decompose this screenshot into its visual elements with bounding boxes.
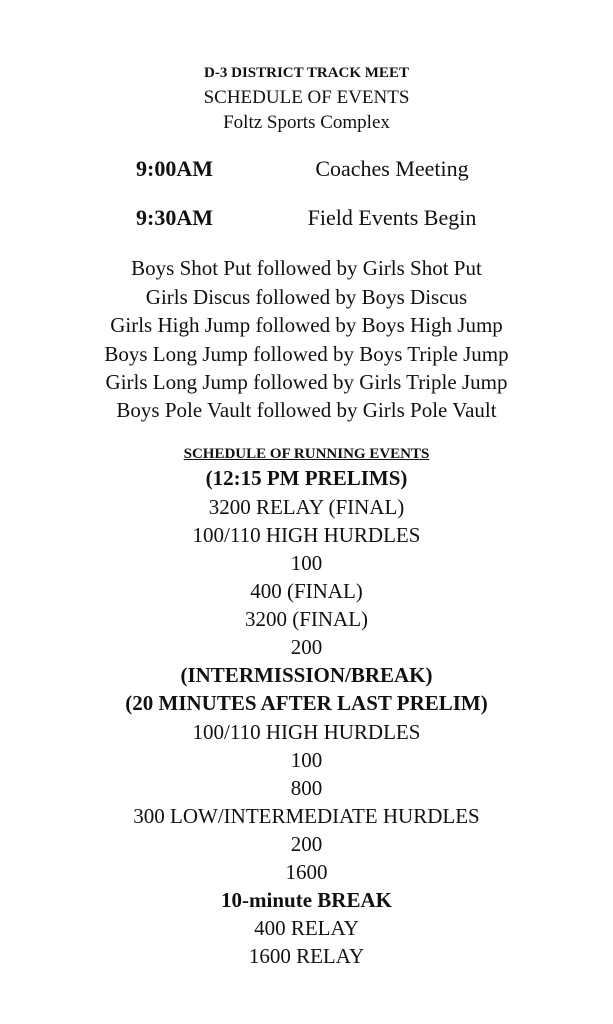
prelim-event: 3200 RELAY (FINAL): [208, 495, 405, 519]
time-event: Field Events Begin: [307, 205, 477, 230]
prelims-label: (12:15 PM PRELIMS): [205, 466, 408, 490]
time-event: Coaches Meeting: [315, 156, 469, 181]
prelim-event: 400 (FINAL): [250, 579, 363, 603]
venue-name: Foltz Sports Complex: [223, 112, 390, 133]
final-event: 800: [290, 776, 323, 800]
field-event-line: Boys Long Jump followed by Boys Triple Jump: [104, 342, 509, 366]
meet-title: D-3 DISTRICT TRACK MEET: [204, 65, 409, 81]
field-event-line: Girls Discus followed by Boys Discus: [145, 285, 468, 309]
relay-event: 1600 RELAY: [248, 944, 365, 968]
running-events-heading: SCHEDULE OF RUNNING EVENTS: [183, 446, 430, 462]
prelim-event: 3200 (FINAL): [244, 607, 369, 631]
final-event: 200: [290, 832, 323, 856]
break-label: 10-minute BREAK: [221, 888, 392, 912]
final-event: 100: [290, 748, 323, 772]
prelim-event: 100: [290, 551, 323, 575]
prelim-event: 100/110 HIGH HURDLES: [192, 523, 421, 547]
intermission-note: (20 MINUTES AFTER LAST PRELIM): [125, 691, 488, 715]
relay-event: 400 RELAY: [254, 916, 359, 940]
final-event: 1600: [285, 860, 328, 884]
field-event-line: Boys Pole Vault followed by Girls Pole Vault: [116, 398, 497, 422]
field-event-line: Girls High Jump followed by Boys High Jump: [110, 313, 503, 337]
final-event: 300 LOW/INTERMEDIATE HURDLES: [133, 804, 480, 828]
prelim-event: 200: [290, 635, 323, 659]
final-event: 100/110 HIGH HURDLES: [192, 720, 421, 744]
schedule-subtitle: SCHEDULE OF EVENTS: [203, 87, 410, 108]
time-label: 9:00AM: [136, 156, 213, 181]
time-label: 9:30AM: [136, 205, 213, 230]
intermission-label: (INTERMISSION/BREAK): [180, 663, 433, 687]
field-event-line: Girls Long Jump followed by Girls Triple Jump: [105, 370, 508, 394]
field-event-line: Boys Shot Put followed by Girls Shot Put: [131, 256, 482, 280]
